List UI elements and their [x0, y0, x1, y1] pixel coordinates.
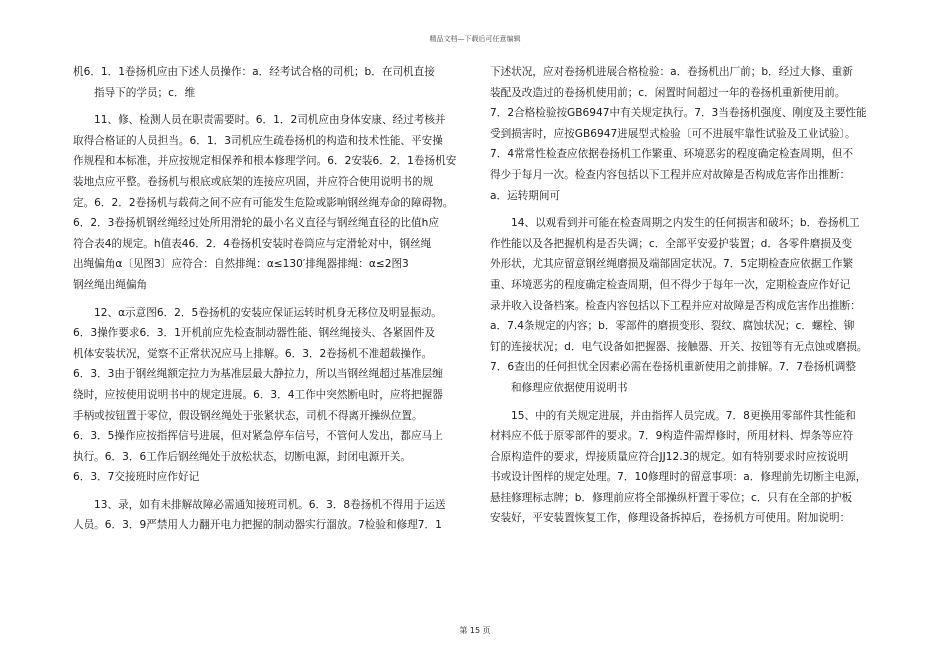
- text-line: 7．2合格检验按GB6947中有关规定执行。7．3当卷扬机强度、刚度及主要性能: [490, 107, 867, 120]
- text-line: 装配及改造过的卷扬机使用前；c．闲置时间超过一年的卷扬机重新使用前。: [490, 86, 846, 99]
- paragraph-gap: [490, 399, 888, 406]
- text-line: 受到损害时，应按GB6947进展型式检验〔可不进展牢靠性试验及工业试验〕。: [490, 127, 856, 140]
- paragraph-gap: [73, 296, 471, 303]
- text-line: 执行。6．3．6工作后钢丝绳处于放松状态，切断电源，封闭电源开关。: [73, 450, 412, 463]
- text-line: 钉的连接状况；d．电气设备如把握器、接触器、开关、按钮等有无点蚀或磨损。: [490, 340, 868, 353]
- text-line: 得少于每月一次。检查内容包括以下工程并应对故障是否构成危害作出推断：: [490, 168, 851, 181]
- text-line: 7．6查出的任何担忧全因素必需在卷扬机重新使用之前排解。7．7卷扬机调整: [490, 361, 856, 374]
- text-line: 手柄或按钮置于零位，假设钢丝绳处于张紧状态，司机不得离开操纵位置。: [73, 409, 423, 422]
- page-header: 精品文档—下载后可任意编辑: [429, 35, 521, 43]
- text-line: 定。6．2．2卷扬机与载荷之间不应有可能发生危险或影响钢丝绳寿命的障碍物。: [73, 196, 454, 209]
- text-line: 6．2．3卷扬机钢丝绳经过处所用滑轮的最小名义直径与钢丝绳直径的比值h应: [73, 217, 439, 230]
- text-line: 7．4常常性检查应依据卷扬机工作繁重、环境恶劣的程度确定检查周期，但不: [490, 148, 854, 161]
- text-line: 下述状况，应对卷扬机进展合格检验：a．卷扬机出厂前；b．经过大修、重新: [490, 66, 853, 78]
- paragraph-gap: [490, 206, 888, 213]
- text-line: 人员。6．3．9严禁用人力翻开电力把握的制动器实行溜放。7检验和修理7．1: [73, 519, 442, 532]
- text-line: 材料应不低于原零部件的要求。7．9构造件需焊修时，所用材料、焊条等应符: [490, 430, 854, 443]
- text-line: 作规程和本标准，并应按规定相保养和根本修理学问。6．2安装6．2．1卷扬机安: [73, 155, 457, 168]
- text-line: 安装好，平安装置恢复工作，修理设备拆掉后，卷扬机方可使用。附加说明：: [490, 512, 851, 525]
- text-line: 取得合格证的人员担当。6．1．3司机应生疏卷扬机的构造和技术性能、平安操: [73, 134, 443, 147]
- text-line: 录并收入设备档案。检查内容包括以下工程并应对故障是否构成危害作出推断：: [490, 299, 861, 312]
- paragraph-gap: [73, 103, 471, 110]
- text-line: 机体安装状况，觉察不正常状况应马上排解。6．3．2卷扬机不准超载操作。: [73, 347, 433, 360]
- text-line: 6．3．3由于钢丝绳额定拉力为基准层最大静拉力，所以当钢丝绳超过基准层缠: [73, 368, 443, 381]
- text-line: 6．3操作要求6．3．1开机前应先检查制动器性能、钢丝绳接头、各紧固件及: [73, 327, 436, 340]
- text-line: 外形状，尤其应留意钢丝绳磨损及端部固定状况。7．5定期检查应依据工作繁: [490, 258, 854, 271]
- text-line: 出绳偏角α〔见图3〕应符合：自然排绳：α≤130′排绳器排绳：α≤2图3: [73, 258, 409, 271]
- right-column: [490, 62, 888, 529]
- text-line: 重、环境恶劣的程度确定检查周期，但不得少于每年一次，定期检查应作好记: [490, 278, 851, 291]
- text-line: 11、修、检测人员在职责需要时。6．1．2司机应由身体安康、经过考核并: [94, 114, 446, 127]
- text-line: 绕时，应按使用说明书中的规定进展。6．3．4工作中突然断电时，应将把握器: [73, 388, 443, 401]
- paragraph-gap: [73, 488, 471, 495]
- text-line: 书或设计图样的规定处理。7．10修理时的留意事项：a．修理前先切断主电源，: [490, 471, 867, 484]
- text-line: 13、录，如有未排解故障必需通知接班司机。6．3．8卷扬机不得用于运送: [94, 498, 446, 511]
- left-column: [73, 62, 471, 536]
- text-line: 符合表4的规定。h值表46．2．4卷扬机安装时卷筒应与定滑轮对中，钢丝绳: [73, 237, 432, 250]
- text-line: 和修理应依据使用说明书: [511, 381, 628, 394]
- text-line: 12、α示意图6．2．5卷扬机的安装应保证运转时机身无移位及明显振动。: [94, 306, 442, 319]
- text-line: 6．3．7交接班时应作好记: [73, 471, 200, 484]
- text-line: 14、以观看到并可能在检查周期之内发生的任何损害和破坏；b．卷扬机工: [511, 217, 860, 230]
- page-footer: 第 15 页: [459, 626, 491, 635]
- text-line: 合原构造件的要求，焊接质量应符合JJ12.3的规定。如有特别要求时应按说明: [490, 450, 849, 463]
- text-line: 钢丝绳出绳偏角: [73, 278, 148, 291]
- text-line: 作性能以及各把握机构是否失调；c．全部平安爱护装置；d．各零件磨损及变: [490, 237, 853, 250]
- text-line: 机6．1．1卷扬机应由下述人员操作：a．经考试合格的司机；b．在司机直接: [73, 66, 435, 78]
- text-line: 6．3．5操作应按指挥信号进展，但对紧急停车信号，不管何人发出，都应马上: [73, 430, 443, 443]
- text-line: 指导下的学员；c．维: [94, 86, 196, 99]
- text-line: a．7.4条规定的内容；b．零部件的磨损变形、裂纹、腐蚀状况；c．螺栓、铆: [490, 320, 855, 333]
- text-line: 15、中的有关规定进展，并由指挥人员完成。7．8更换用零部件其性能和: [511, 409, 856, 422]
- text-line: 悬挂修理标志牌；b．修理前应将全部操纵杆置于零位；c．只有在全部的护板: [490, 491, 853, 504]
- text-line: 装地点应平整。卷扬机与根底或底架的连接应巩固，并应符合使用说明书的规: [73, 175, 434, 188]
- text-line: a．运转期间可: [490, 189, 561, 202]
